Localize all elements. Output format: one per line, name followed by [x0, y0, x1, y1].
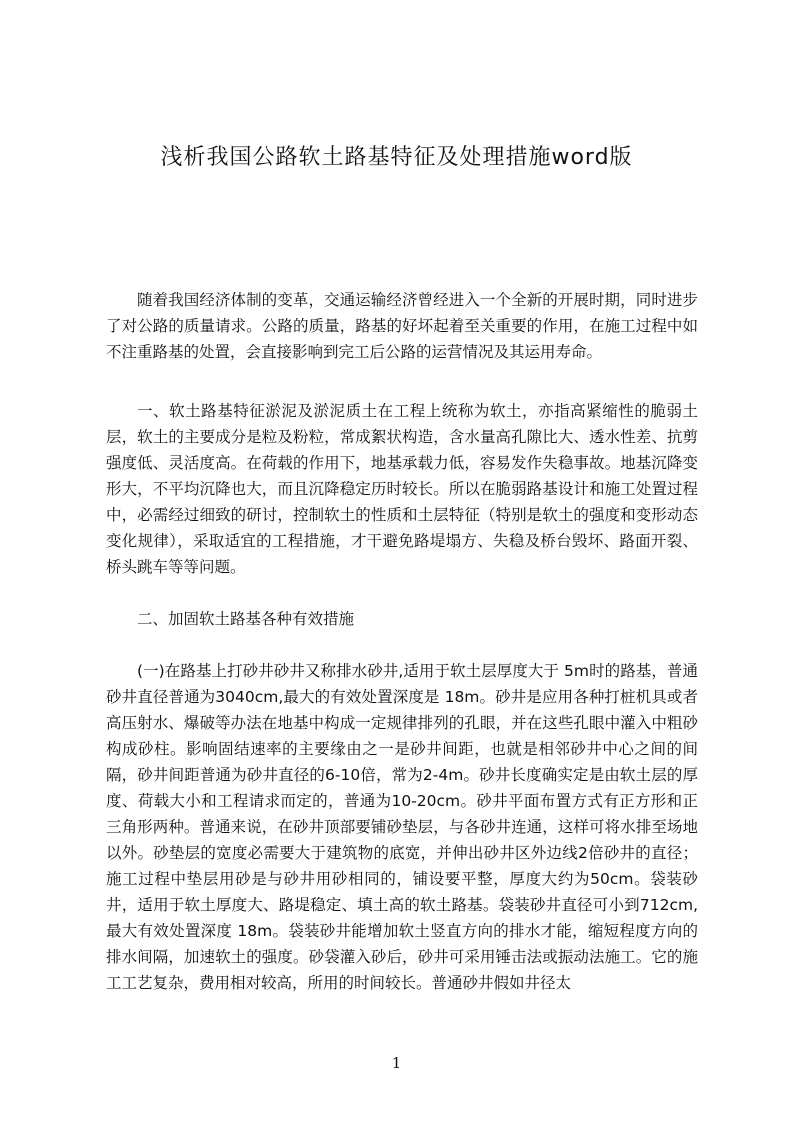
section-heading-measures: 二、加固软土路基各种有效措施: [137, 610, 355, 628]
page-number: 1: [391, 1054, 402, 1072]
document-title: 浅析我国公路软土路基特征及处理措施word版: [160, 145, 633, 170]
paragraph-soft-soil-features: 一、软土路基特征淤泥及淤泥质土在工程上统称为软土，亦指高紧缩性的脆弱土层，软土的主要成分是粒及粉粒，常成絮状构造，含水量高孔隙比大、透水性差、抗剪强度低、灵活度高。在荷载的作用下，地基承载力低，容易发作失稳事故。地基沉降变形大，不平均沉降也大，而且沉降稳定历时较长。所以在脆弱路基设计和施工处置过程中，必需经过细致的研讨，控制软土的性质和土层特征（特别是软土的强度和变形动态变化规律），采取适宜的工程措施，才干避免路堤塌方、失稳及桥台毁坏、路面开裂、桥头跳车等等问题。: [106, 402, 698, 576]
paragraph-sand-wells: (一)在路基上打砂井砂井又称排水砂井,适用于软土层厚度大于 5m时的路基，普通砂井直径普通为3040cm,最大的有效处置深度是 18m。砂井是应用各种打桩机具或者高压射水、爆破等办法在地基中构成一定规律排列的孔眼，并在这些孔眼中灌入中粗砂构成砂柱。影响固结速率的主要缘由之一是砂井间距，也就是相邻砂井中心之间的间隔，砂井间距普通为砂井直径的6-10倍，常为2-4m。砂井长度确实定是由软土层的厚度、荷载大小和工程请求而定的，普通为10-20cm。砂井平面布置方式有正方形和正三角形两种。普通来说，在砂井顶部要铺砂垫层，与各砂井连通，这样可将水排至场地以外。砂垫层的宽度必需要大于建筑物的底宽，并伸出砂井区外边线2倍砂井的直径；施工过程中垫层用砂是与砂井用砂相同的，铺设要平整，厚度大约为50cm。袋装砂井，适用于软土厚度大、路堤稳定、填土高的软土路基。袋装砂井直径可小到712cm,最大有效处置深度 18m。袋装砂井能增加软土竖直方向的排水才能，缩短程度方向的排水间隔，加速软土的强度。砂袋灌入砂后，砂井可采用锤击法或振动法施工。它的施工工艺复杂，费用相对较高，所用的时间较长。普通砂井假如井径太: [106, 662, 698, 992]
paragraph-intro: 随着我国经济体制的变革，交通运输经济曾经进入一个全新的开展时期，同时进步了对公路的质量请求。公路的质量，路基的好坏起着至关重要的作用，在施工过程中如不注重路基的处置，会直接影响到完工后公路的运营情况及其运用寿命。: [106, 291, 698, 361]
